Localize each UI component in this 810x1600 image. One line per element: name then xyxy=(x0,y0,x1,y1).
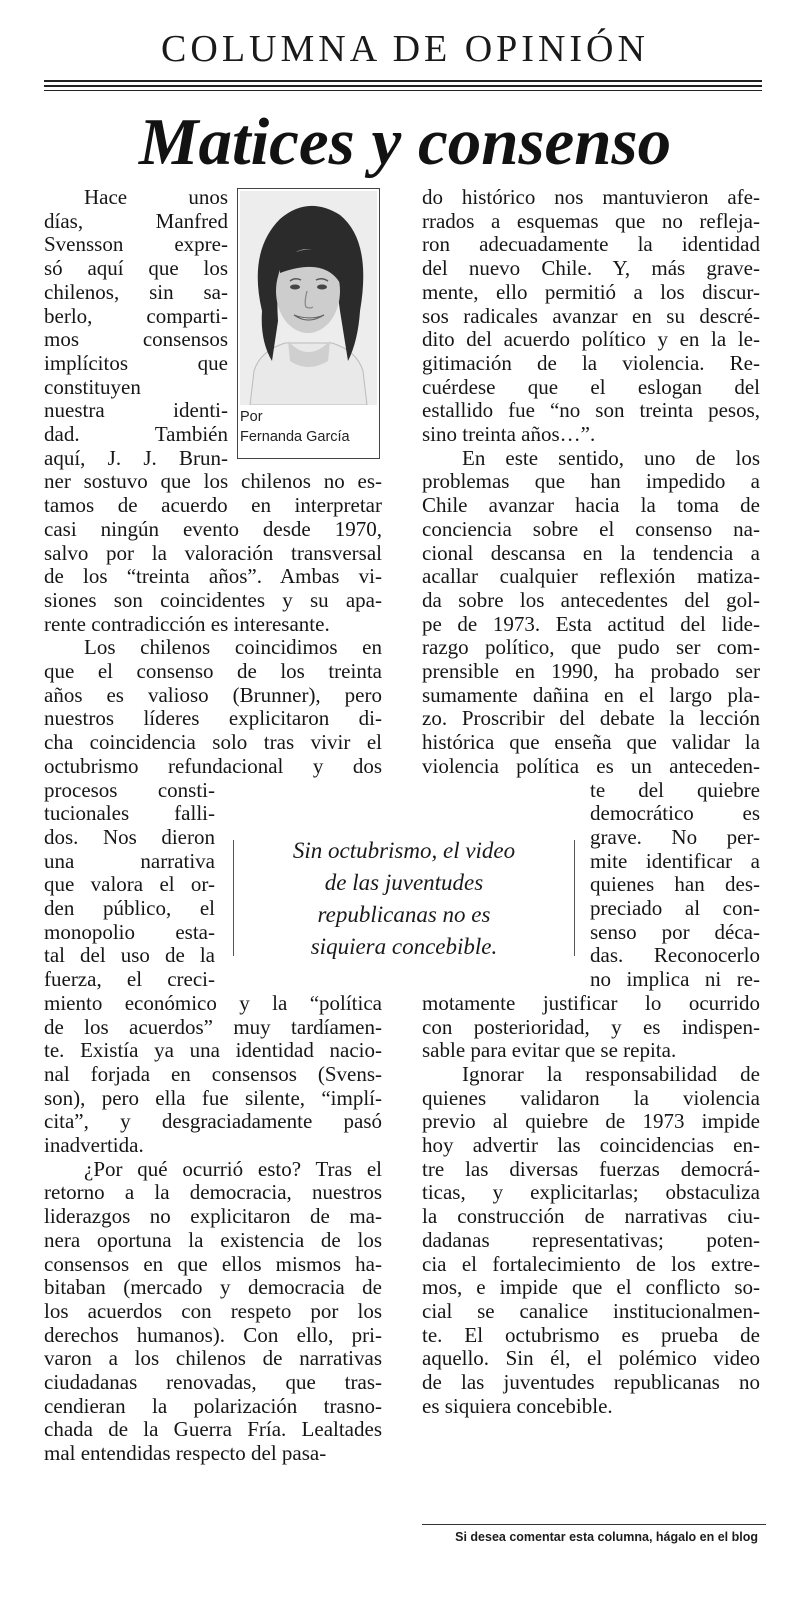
text-line: aquí, J. J. Brun- xyxy=(44,446,228,470)
text-line: del nuevo Chile. Y, más grave- xyxy=(422,257,760,281)
text-line: democrático es xyxy=(590,802,760,826)
text-line: días, Manfred xyxy=(44,209,228,233)
text-line: grave. No per- xyxy=(590,825,760,849)
header-rule xyxy=(44,90,762,91)
text-line: derechos humanos). Con ello, pri- xyxy=(44,1323,382,1347)
text-line: quienes validaron la violencia xyxy=(422,1086,760,1110)
text-line: mente, ello permitió a los discur- xyxy=(422,280,760,304)
text-line: tamos de acuerdo en interpretar xyxy=(44,494,382,518)
text-line: Chile avanzar hacia la toma de xyxy=(422,494,760,518)
text-line: ticas, y explicitarlas; obstaculiza xyxy=(422,1181,760,1205)
byline-prefix: Por xyxy=(240,409,263,425)
author-photo-box xyxy=(237,188,380,459)
text-line: Ignorar la responsabilidad de xyxy=(462,1062,760,1086)
text-line: problemas que han impedido a xyxy=(422,470,760,494)
text-line: sable para evitar que se repita. xyxy=(422,1039,677,1063)
author-portrait xyxy=(240,191,377,405)
text-line: sumamente dañina en el largo pla- xyxy=(422,683,760,707)
text-line: consensos en que ellos mismos ha- xyxy=(44,1252,382,1276)
footer-rule xyxy=(422,1524,766,1525)
text-line: cendieran la polarización trasno- xyxy=(44,1394,382,1418)
text-line: ciudadanas renovadas, que tras- xyxy=(44,1371,382,1394)
text-line: siones son coincidentes y su apa- xyxy=(44,588,382,612)
text-line: fuerza, el creci- xyxy=(44,968,215,992)
text-line: mite identificar a xyxy=(590,849,760,873)
text-line: Hace unos xyxy=(84,186,228,209)
text-line: sino treinta años…”. xyxy=(422,423,596,446)
pull-quote xyxy=(233,830,575,968)
text-line: bitaban (mercado y democracia de xyxy=(44,1276,382,1300)
text-line: do histórico nos mantuvieron afe- xyxy=(422,186,760,209)
text-line: ¿Por qué ocurrió esto? Tras el xyxy=(84,1157,382,1181)
text-line: te. El octubrismo es prueba de xyxy=(422,1323,760,1347)
text-line: preciado al con- xyxy=(590,897,760,920)
header-rule xyxy=(44,85,762,87)
text-line: prensible en 1990, ha probado ser xyxy=(422,660,760,683)
byline xyxy=(240,407,377,447)
byline-author: Fernanda García xyxy=(240,429,350,445)
text-line: pe de 1973. Esta actitud del lide- xyxy=(422,612,760,636)
text-line: tre las diversas fuerzas democrá- xyxy=(422,1157,760,1181)
text-line: dad. También xyxy=(44,423,228,446)
text-line: ner sostuvo que los chilenos no es- xyxy=(44,470,382,494)
text-line: te del quiebre xyxy=(590,778,760,802)
pull-quote-line: republicanas no es xyxy=(317,902,491,927)
text-line: nuestra identi- xyxy=(44,399,228,423)
text-line: previo al quiebre de 1973 impide xyxy=(422,1110,760,1134)
text-line: dadanas representativas; poten- xyxy=(422,1228,760,1252)
text-line: senso por déca- xyxy=(590,920,760,944)
text-line: mos consensos xyxy=(44,328,228,352)
text-line: zo. Proscribir del debate la lección xyxy=(422,707,760,731)
text-line: dito del acuerdo político y en la le- xyxy=(422,328,760,352)
text-line: quienes han des- xyxy=(590,873,760,897)
text-line: cita”, y desgraciadamente pasó xyxy=(44,1110,382,1134)
text-line: salvo por la valoración transversal xyxy=(44,541,382,565)
text-line: es siquiera concebible. xyxy=(422,1394,613,1418)
text-line: de las juventudes republicanas no xyxy=(422,1371,760,1394)
text-line: monopolio esta- xyxy=(44,920,215,944)
pull-quote-line: siquiera concebible. xyxy=(310,934,498,959)
text-line: motamente justificar lo ocurrido xyxy=(422,991,760,1015)
text-line: varon a los chilenos de narrativas xyxy=(44,1347,382,1371)
text-line: aquello. Sin él, el polémico video xyxy=(422,1347,760,1371)
text-line: hoy advertir las coincidencias en- xyxy=(422,1134,760,1157)
text-line: constituyen xyxy=(44,375,141,399)
pull-quote-line: Sin octubrismo, el video xyxy=(292,838,516,863)
text-line: tucionales falli- xyxy=(44,802,215,826)
text-line: con posterioridad, y es indispen- xyxy=(422,1015,760,1039)
text-line: años es valioso (Brunner), pero xyxy=(44,683,382,707)
text-line: de los acuerdos” muy tardíamen- xyxy=(44,1015,382,1039)
text-line: que el consenso de los treinta xyxy=(44,660,382,683)
text-line: miento económico y la “política xyxy=(44,991,382,1015)
text-line: den público, el xyxy=(44,897,215,920)
text-line: estallido fue “no son treinta pesos, xyxy=(422,399,760,423)
text-line: cuérdese que el eslogan del xyxy=(422,375,760,399)
text-line: de los “treinta años”. Ambas vi- xyxy=(44,565,382,589)
text-line: octubrismo refundacional y dos xyxy=(44,754,382,778)
text-line: rrados a esquemas que no refleja- xyxy=(422,209,760,233)
text-line: nera oportuna la existencia de los xyxy=(44,1228,382,1252)
text-line: Svensson expre- xyxy=(44,233,228,257)
text-line: Los chilenos coincidimos en xyxy=(84,636,382,660)
text-line: te. Existía ya una identidad nacio- xyxy=(44,1039,382,1063)
text-line: inadvertida. xyxy=(44,1134,144,1157)
text-line: histórica que enseña que validar la xyxy=(422,731,760,755)
text-line: la construcción de narrativas ciu- xyxy=(422,1205,760,1229)
text-line: implícitos que xyxy=(44,351,228,375)
text-line: cial se canalice institucionalmen- xyxy=(422,1299,760,1323)
text-line: conciencia sobre el consenso na- xyxy=(422,517,760,541)
text-line: dos. Nos dieron xyxy=(44,825,215,849)
text-line: chilenos, sin sa- xyxy=(44,280,228,304)
text-line: cia el fortalecimiento de los extre- xyxy=(422,1252,760,1276)
text-line: sos radicales avanzar en su descré- xyxy=(422,304,760,328)
text-line: los acuerdos con respeto por los xyxy=(44,1299,382,1323)
text-line: son), pero ella fue silente, “implí- xyxy=(44,1086,382,1110)
text-line: da sobre los antecedentes del gol- xyxy=(422,588,760,612)
text-line: mal entendidas respecto del pasa- xyxy=(44,1442,327,1466)
text-line: cional descansa en la tendencia a xyxy=(422,541,760,565)
text-line: En este sentido, uno de los xyxy=(462,446,760,470)
pull-quote-line: de las juventudes xyxy=(324,870,484,895)
text-line: razgo político, que pudo ser com- xyxy=(422,636,760,660)
text-line: procesos consti- xyxy=(44,778,215,802)
text-line: berlo, comparti- xyxy=(44,304,228,328)
text-line: acallar cualquier reflexión matiza- xyxy=(422,565,760,589)
text-line: mos, e impide que el conflicto so- xyxy=(422,1276,760,1300)
text-line: violencia política es un anteceden- xyxy=(422,754,760,778)
text-line: só aquí que los xyxy=(44,257,228,281)
text-line: tal del uso de la xyxy=(44,944,215,968)
text-line: rente contradicción es interesante. xyxy=(44,612,330,636)
text-line: que valora el or- xyxy=(44,873,215,897)
text-line: nal forjada en consensos (Svens- xyxy=(44,1062,382,1086)
text-line: gitimación de la violencia. Re- xyxy=(422,351,760,375)
text-line: no implica ni re- xyxy=(590,968,760,992)
text-line: nuestros líderes explicitaron di- xyxy=(44,707,382,731)
text-line: liderazgos no explicitaron de ma- xyxy=(44,1205,382,1229)
section-label: COLUMNA DE OPINIÓN xyxy=(161,28,649,70)
footer-note: Si desea comentar esta columna, hágalo en el blog xyxy=(455,1530,758,1544)
text-line: chada de la Guerra Fría. Lealtades xyxy=(44,1418,382,1442)
text-line: retorno a la democracia, nuestros xyxy=(44,1181,382,1205)
text-line: das. Reconocerlo xyxy=(590,944,760,968)
headline: Matices y consenso xyxy=(138,105,672,179)
text-line: una narrativa xyxy=(44,849,215,873)
header-rule xyxy=(44,80,762,82)
text-line: casi ningún evento desde 1970, xyxy=(44,517,382,541)
text-line: cha coincidencia solo tras vivir el xyxy=(44,731,382,755)
text-line: ron adecuadamente la identidad xyxy=(422,233,760,257)
